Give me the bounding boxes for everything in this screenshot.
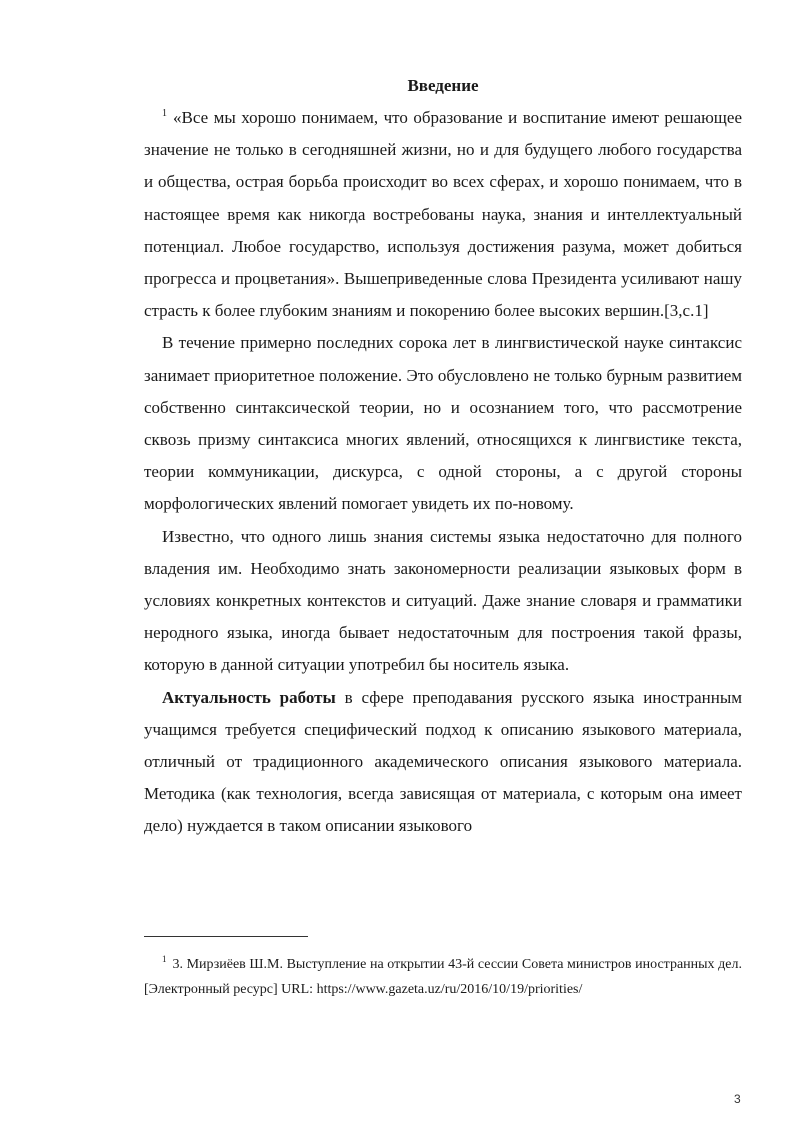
paragraph-text: в сфере преподавания русского языка иностранным учащимся требуется специфический подход к описанию языкового материала, отличный от традиционного академического описания языкового материала. Методика (как технология, всегда зависящая от материала, с которым она имеет дело) нуждается в таком описании языкового xyxy=(144,687,742,836)
footnote-marker: 1 xyxy=(162,954,167,965)
page-number: 3 xyxy=(734,1092,741,1106)
section-title: Введение xyxy=(407,76,479,95)
relevance-heading: Актуальность работы xyxy=(162,687,336,707)
paragraph-text: «Все мы хорошо понимаем, что образование и воспитание имеют решающее значение не только в сегодняшней жизни, но и для будущего любого государства и общества, острая борьба происходит во всех сферах, и хорошо понимаем, что в настоящее время как никогда востребованы наука, знания и интеллектуальный потенциал. Любое государство, используя достижения разума, может добиться прогресса и процветания». Вышеприведенные слова Президента усиливают нашу страсть к более глубоким знаниям и покорению более высоких вершин.[3,с.1] xyxy=(144,108,742,321)
footnote xyxy=(144,952,742,1002)
footnote-text: 3. Мирзиёев Ш.М. Выступление на открытии 43-й сессии Совета министров иностранных дел. [Электронный ресурс] URL: https://www.gazeta.uz/ru/2016/10/19/priorities/ xyxy=(144,957,742,997)
paragraph-text: В течение примерно последних сорока лет в лингвистической науке синтаксис занимает приоритетное положение. Это обусловлено не только бурным развитием собственно синтаксической теории, но и осознанием того, что рассмотрение сквозь призму синтаксиса многих явлений, относящихся к лингвистике текста, теории коммуникации, дискурса, с одной стороны, а с другой стороны морфологических явлений помогает увидеть их по-новому. xyxy=(144,333,742,514)
footnote-separator xyxy=(144,936,308,937)
paragraph-quote xyxy=(144,102,742,327)
paragraph-text: Известно, что одного лишь знания системы языка недостаточно для полного владения им. Необходимо знать закономерности реализации языковых форм в условиях конкретных контекстов и ситуаций. Даже знание словаря и грамматики неродного языка, иногда бывает недостаточным для построения такой фразы, которую в данной ситуации употребил бы носитель языка. xyxy=(144,526,742,675)
footnote-reference[interactable]: 1 xyxy=(162,108,167,120)
page-body xyxy=(144,70,742,843)
paragraph-syntax xyxy=(144,327,742,520)
paragraph-language-knowledge xyxy=(144,521,742,682)
paragraph-relevance xyxy=(144,682,742,843)
